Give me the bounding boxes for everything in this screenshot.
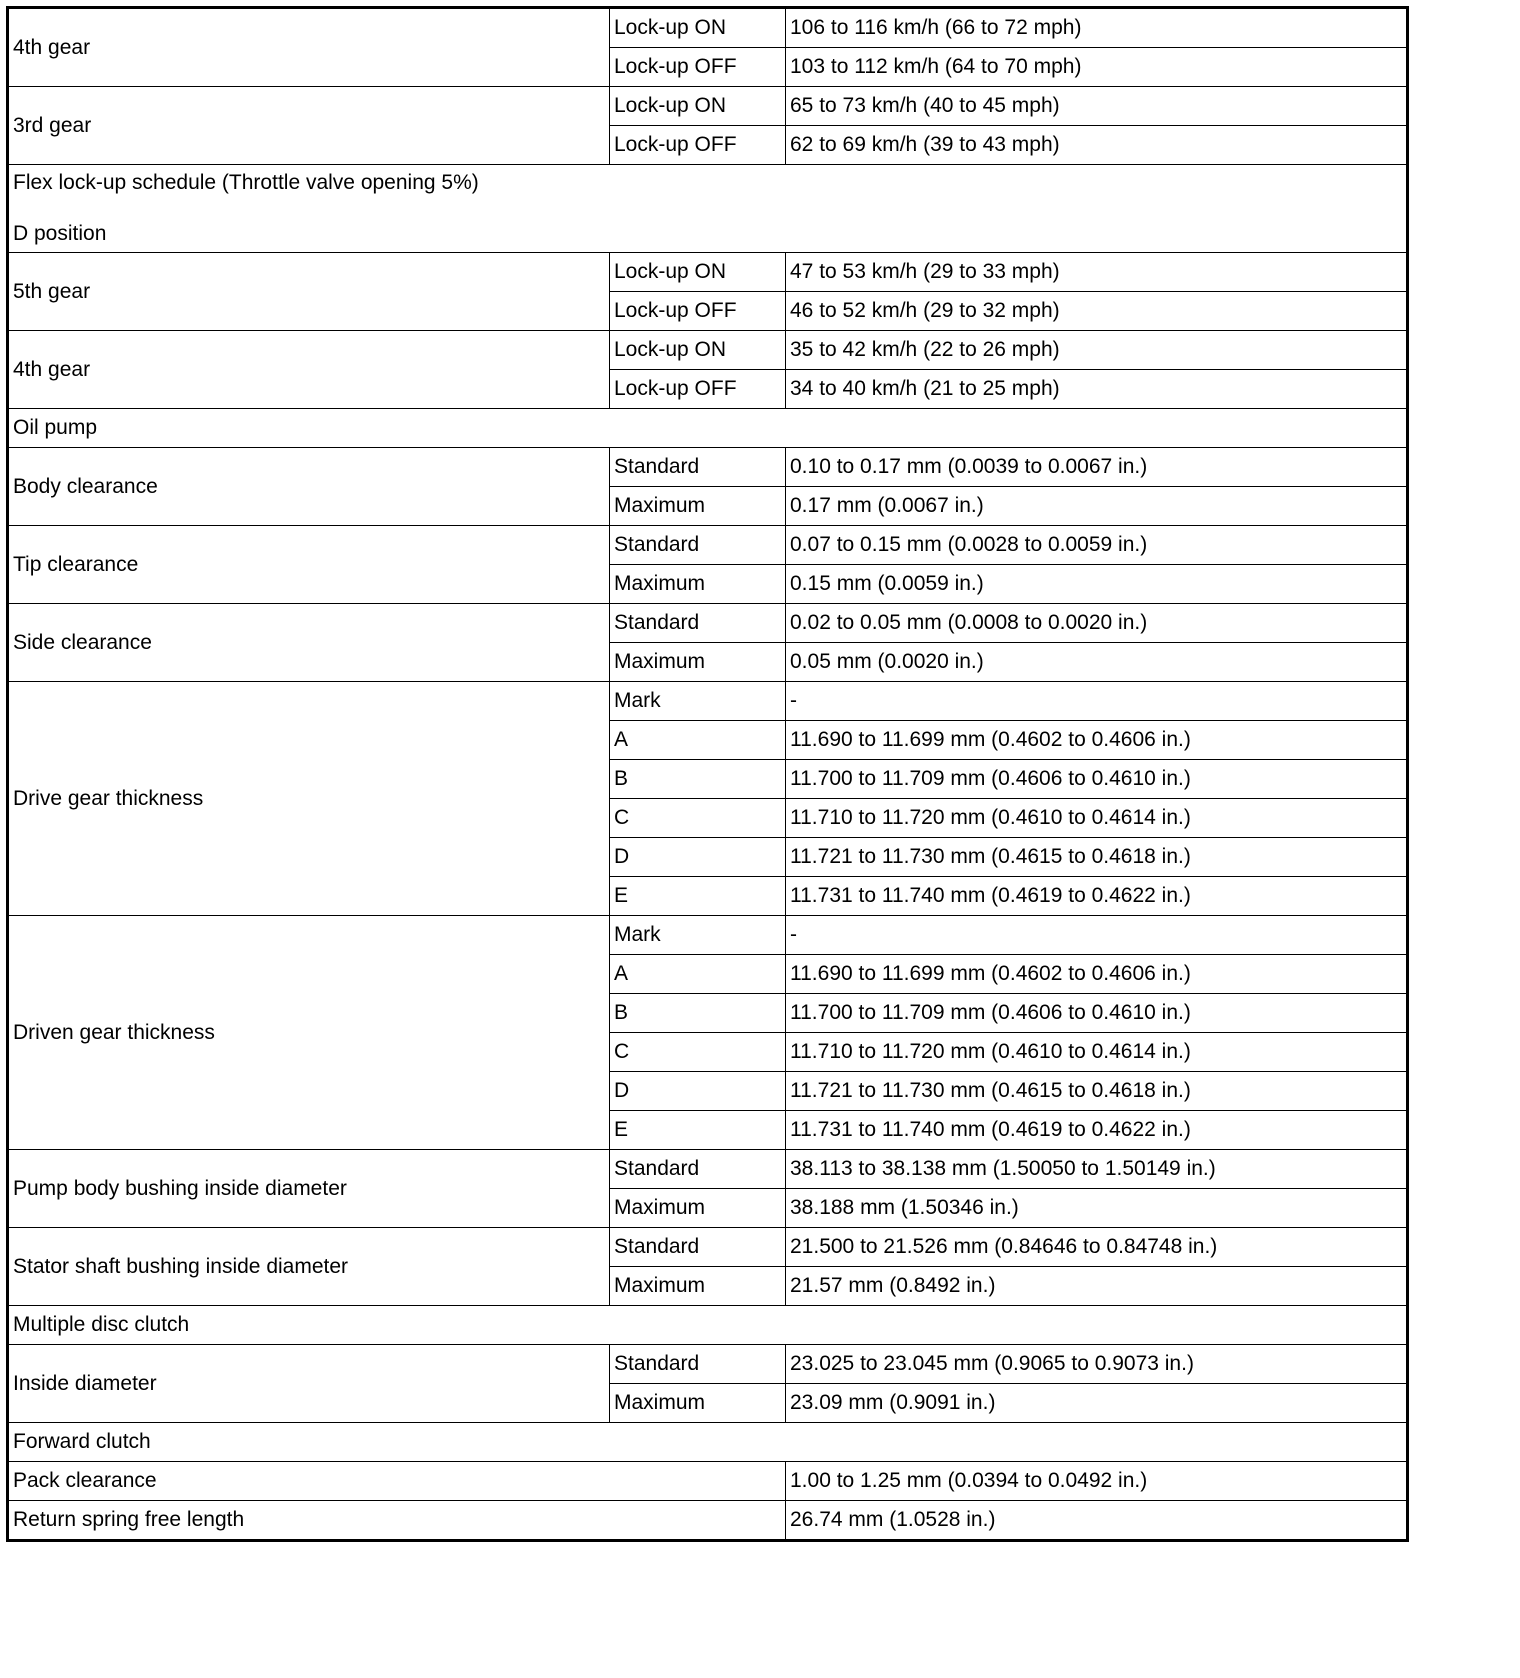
- condition-cell: E: [610, 877, 786, 916]
- table-row: [8, 1150, 1408, 1189]
- condition-cell: Standard: [610, 1150, 786, 1189]
- row-label: 5th gear: [8, 253, 610, 331]
- condition-cell: Standard: [610, 526, 786, 565]
- table-row: [8, 448, 1408, 487]
- condition-cell: Maximum: [610, 1189, 786, 1228]
- condition-cell: Maximum: [610, 565, 786, 604]
- value-cell: 1.00 to 1.25 mm (0.0394 to 0.0492 in.): [786, 1462, 1408, 1501]
- row-label: 3rd gear: [8, 87, 610, 165]
- row-label: Side clearance: [8, 604, 610, 682]
- value-cell: 106 to 116 km/h (66 to 72 mph): [786, 8, 1408, 48]
- value-cell: 26.74 mm (1.0528 in.): [786, 1501, 1408, 1541]
- condition-cell: Lock-up ON: [610, 87, 786, 126]
- value-cell: 11.690 to 11.699 mm (0.4602 to 0.4606 in.): [786, 721, 1408, 760]
- value-cell: 0.15 mm (0.0059 in.): [786, 565, 1408, 604]
- condition-cell: Lock-up OFF: [610, 292, 786, 331]
- row-label: Tip clearance: [8, 526, 610, 604]
- value-cell: 11.710 to 11.720 mm (0.4610 to 0.4614 in.): [786, 799, 1408, 838]
- condition-cell: B: [610, 994, 786, 1033]
- value-cell: 23.09 mm (0.9091 in.): [786, 1384, 1408, 1423]
- row-label: Return spring free length: [8, 1501, 786, 1541]
- value-cell: 38.188 mm (1.50346 in.): [786, 1189, 1408, 1228]
- value-cell: 11.710 to 11.720 mm (0.4610 to 0.4614 in.): [786, 1033, 1408, 1072]
- value-cell: 21.57 mm (0.8492 in.): [786, 1267, 1408, 1306]
- value-cell: 11.690 to 11.699 mm (0.4602 to 0.4606 in.): [786, 955, 1408, 994]
- value-cell: 35 to 42 km/h (22 to 26 mph): [786, 331, 1408, 370]
- condition-cell: C: [610, 1033, 786, 1072]
- value-cell: 38.113 to 38.138 mm (1.50050 to 1.50149 in.): [786, 1150, 1408, 1189]
- value-cell: 0.05 mm (0.0020 in.): [786, 643, 1408, 682]
- value-cell: 0.07 to 0.15 mm (0.0028 to 0.0059 in.): [786, 526, 1408, 565]
- condition-cell: D: [610, 1072, 786, 1111]
- condition-cell: Standard: [610, 604, 786, 643]
- row-label: Drive gear thickness: [8, 682, 610, 916]
- condition-cell: Lock-up OFF: [610, 370, 786, 409]
- section-row: [8, 1306, 1408, 1345]
- condition-cell: Lock-up OFF: [610, 48, 786, 87]
- value-cell: -: [786, 916, 1408, 955]
- condition-cell: Standard: [610, 1228, 786, 1267]
- value-cell: -: [786, 682, 1408, 721]
- section-heading-line: Forward clutch: [13, 1430, 151, 1453]
- spec-table: [6, 6, 1409, 1542]
- table-row: [8, 1501, 1408, 1541]
- condition-cell: Lock-up ON: [610, 331, 786, 370]
- table-row: [8, 331, 1408, 370]
- row-label: 4th gear: [8, 331, 610, 409]
- section-heading: [8, 1306, 1408, 1345]
- condition-cell: D: [610, 838, 786, 877]
- value-cell: 11.731 to 11.740 mm (0.4619 to 0.4622 in.): [786, 1111, 1408, 1150]
- value-cell: 11.700 to 11.709 mm (0.4606 to 0.4610 in.): [786, 994, 1408, 1033]
- row-label: 4th gear: [8, 8, 610, 87]
- value-cell: 11.731 to 11.740 mm (0.4619 to 0.4622 in.): [786, 877, 1408, 916]
- value-cell: 47 to 53 km/h (29 to 33 mph): [786, 253, 1408, 292]
- section-row: [8, 409, 1408, 448]
- value-cell: 11.721 to 11.730 mm (0.4615 to 0.4618 in.): [786, 1072, 1408, 1111]
- section-heading: [8, 1423, 1408, 1462]
- table-row: [8, 87, 1408, 126]
- table-row: [8, 1345, 1408, 1384]
- section-heading-line: Multiple disc clutch: [13, 1313, 190, 1336]
- section-heading-line: Flex lock-up schedule (Throttle valve opening 5%): [13, 171, 479, 194]
- condition-cell: Standard: [610, 1345, 786, 1384]
- row-label: Driven gear thickness: [8, 916, 610, 1150]
- value-cell: 21.500 to 21.526 mm (0.84646 to 0.84748 in.): [786, 1228, 1408, 1267]
- row-label: Stator shaft bushing inside diameter: [8, 1228, 610, 1306]
- row-label: Inside diameter: [8, 1345, 610, 1423]
- condition-cell: Maximum: [610, 643, 786, 682]
- section-heading-line: D position: [13, 222, 107, 245]
- condition-cell: Maximum: [610, 1267, 786, 1306]
- section-row: [8, 1423, 1408, 1462]
- condition-cell: A: [610, 721, 786, 760]
- row-label: Pump body bushing inside diameter: [8, 1150, 610, 1228]
- row-label: Body clearance: [8, 448, 610, 526]
- table-row: [8, 8, 1408, 48]
- table-row: [8, 604, 1408, 643]
- condition-cell: B: [610, 760, 786, 799]
- section-heading: [8, 409, 1408, 448]
- condition-cell: Lock-up ON: [610, 253, 786, 292]
- condition-cell: Lock-up ON: [610, 8, 786, 48]
- value-cell: 23.025 to 23.045 mm (0.9065 to 0.9073 in.): [786, 1345, 1408, 1384]
- table-row: [8, 526, 1408, 565]
- value-cell: 11.721 to 11.730 mm (0.4615 to 0.4618 in.): [786, 838, 1408, 877]
- condition-cell: E: [610, 1111, 786, 1150]
- value-cell: 65 to 73 km/h (40 to 45 mph): [786, 87, 1408, 126]
- section-heading-line: Oil pump: [13, 416, 98, 439]
- spec-table-body: [8, 8, 1408, 1541]
- table-row: [8, 1228, 1408, 1267]
- condition-cell: C: [610, 799, 786, 838]
- section-row: [8, 165, 1408, 253]
- table-row: [8, 1462, 1408, 1501]
- condition-cell: Maximum: [610, 1384, 786, 1423]
- condition-cell: Maximum: [610, 487, 786, 526]
- value-cell: 0.02 to 0.05 mm (0.0008 to 0.0020 in.): [786, 604, 1408, 643]
- condition-cell: Lock-up OFF: [610, 126, 786, 165]
- value-cell: 11.700 to 11.709 mm (0.4606 to 0.4610 in.): [786, 760, 1408, 799]
- condition-cell: Mark: [610, 682, 786, 721]
- value-cell: 0.17 mm (0.0067 in.): [786, 487, 1408, 526]
- value-cell: 34 to 40 km/h (21 to 25 mph): [786, 370, 1408, 409]
- value-cell: 62 to 69 km/h (39 to 43 mph): [786, 126, 1408, 165]
- condition-cell: Standard: [610, 448, 786, 487]
- value-cell: 103 to 112 km/h (64 to 70 mph): [786, 48, 1408, 87]
- table-row: [8, 916, 1408, 955]
- value-cell: 0.10 to 0.17 mm (0.0039 to 0.0067 in.): [786, 448, 1408, 487]
- value-cell: 46 to 52 km/h (29 to 32 mph): [786, 292, 1408, 331]
- table-row: [8, 253, 1408, 292]
- table-row: [8, 682, 1408, 721]
- section-heading: [8, 165, 1408, 253]
- row-label: Pack clearance: [8, 1462, 786, 1501]
- condition-cell: A: [610, 955, 786, 994]
- condition-cell: Mark: [610, 916, 786, 955]
